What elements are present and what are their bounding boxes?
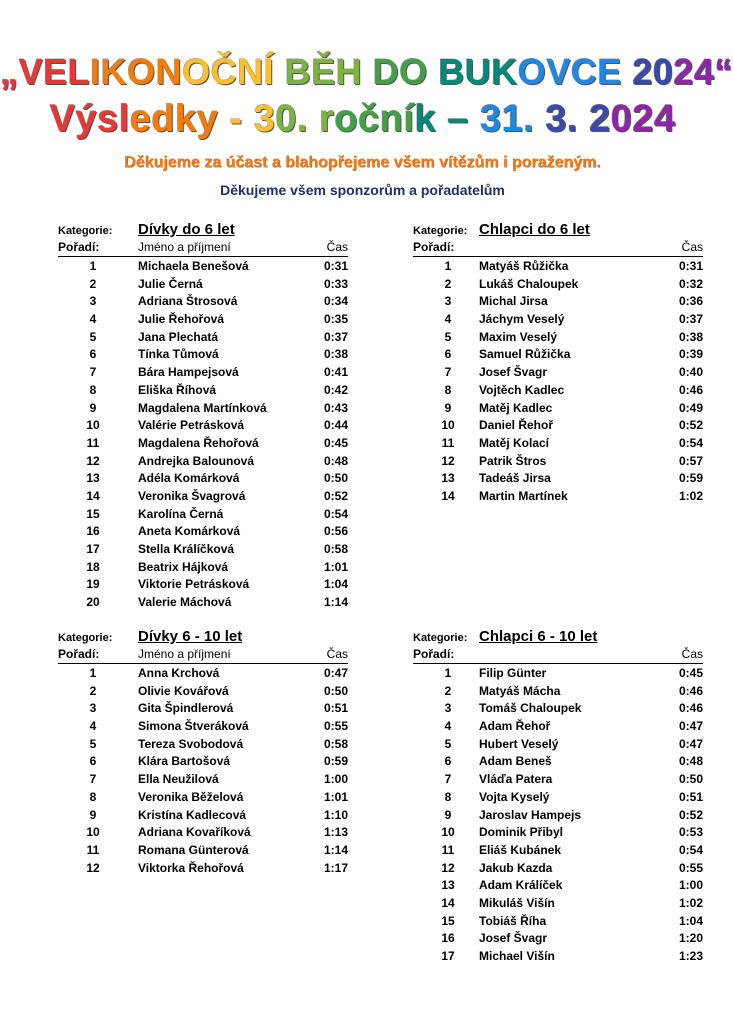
- rank-cell: 6: [444, 347, 452, 362]
- rank-cell: 1: [444, 666, 452, 680]
- rank-cell: 17: [86, 542, 100, 556]
- time-cell: 0:56: [323, 524, 348, 539]
- name-cell: Andrejka Balounová: [138, 453, 255, 468]
- result-row: [413, 328, 703, 346]
- result-row: [58, 399, 348, 417]
- name-cell: Josef Švagr: [479, 931, 548, 946]
- time-cell: 0:32: [678, 276, 703, 291]
- rank-cell: 14: [441, 895, 455, 910]
- result-row: [58, 292, 348, 310]
- time-cell: 1:02: [678, 895, 703, 910]
- time-cell: 0:45: [678, 666, 703, 680]
- time-header: Čas: [681, 240, 703, 254]
- result-row: [413, 823, 703, 841]
- rank-cell: 6: [444, 754, 452, 769]
- table-header: [58, 239, 348, 257]
- name-cell: Eliáš Kubánek: [479, 842, 562, 857]
- rank-cell: 17: [441, 949, 455, 963]
- name-cell: Daniel Řehoř: [479, 418, 554, 433]
- rank-cell: 2: [444, 683, 452, 698]
- time-cell: 1:23: [678, 949, 703, 963]
- rank-header: Pořadí:: [58, 240, 100, 254]
- name-cell: Veronika Běželová: [138, 789, 244, 804]
- name-cell: Bára Hampejsová: [138, 365, 239, 380]
- rank-cell: 6: [89, 754, 97, 769]
- name-cell: Julie Černá: [138, 276, 203, 291]
- rank-cell: 12: [441, 860, 455, 875]
- name-cell: Adam Řehoř: [479, 719, 551, 734]
- time-cell: 0:34: [323, 294, 348, 309]
- category-label: Kategorie:: [413, 632, 468, 644]
- name-cell: Veronika Švagrová: [138, 488, 246, 503]
- result-row: [58, 823, 348, 841]
- name-cell: Olivie Kovářová: [138, 683, 229, 698]
- time-cell: 0:33: [323, 276, 348, 291]
- result-row: [413, 947, 703, 965]
- result-row: [413, 452, 703, 470]
- name-cell: Martin Martínek: [479, 488, 568, 503]
- result-row: [58, 487, 348, 505]
- rank-cell: 11: [441, 842, 455, 857]
- name-cell: Tínka Tůmová: [138, 347, 219, 362]
- result-row: [413, 487, 703, 505]
- name-cell: Patrik Štros: [479, 453, 547, 468]
- time-cell: 1:20: [678, 931, 703, 946]
- result-row: [413, 381, 703, 399]
- category-label: Kategorie:: [58, 225, 113, 237]
- table-header: [58, 646, 348, 664]
- name-cell: Jana Plechatá: [138, 329, 219, 344]
- name-cell: Tereza Svobodová: [138, 736, 244, 751]
- rank-cell: 7: [89, 365, 97, 380]
- rank-cell: 9: [89, 807, 97, 822]
- time-cell: 0:42: [323, 382, 348, 397]
- rank-cell: 16: [441, 931, 455, 946]
- rank-cell: 9: [89, 400, 97, 415]
- name-cell: Adam Beneš: [479, 754, 552, 769]
- rank-cell: 3: [89, 294, 97, 309]
- name-cell: Vojtěch Kadlec: [479, 382, 565, 397]
- result-row: [58, 664, 348, 682]
- result-row: [58, 257, 348, 275]
- time-header: Čas: [326, 647, 348, 661]
- category-boys-6-10: [413, 626, 703, 965]
- time-cell: 0:46: [678, 683, 703, 698]
- rank-cell: 1: [89, 666, 97, 680]
- name-cell: Dominik Přibyl: [479, 825, 564, 840]
- name-cell: Tadeáš Jirsa: [479, 471, 551, 486]
- rank-cell: 4: [444, 312, 452, 327]
- time-cell: 0:38: [678, 329, 703, 344]
- rank-cell: 8: [444, 789, 452, 804]
- name-cell: Ella Neužilová: [138, 772, 219, 787]
- category-name: Chlapci 6 - 10 let: [479, 628, 598, 645]
- rank-cell: 4: [89, 312, 97, 327]
- rank-cell: 16: [86, 524, 100, 539]
- time-cell: 0:50: [678, 772, 703, 787]
- name-cell: Adriana Kovaříková: [138, 825, 251, 840]
- result-row: [58, 558, 348, 576]
- rank-cell: 14: [441, 488, 455, 503]
- time-cell: 0:39: [678, 347, 703, 362]
- name-cell: Tobiáš Říha: [479, 913, 547, 928]
- time-cell: 1:10: [323, 807, 348, 822]
- name-cell: Vojta Kyselý: [479, 789, 550, 804]
- rank-cell: 10: [86, 418, 100, 433]
- time-cell: 0:48: [323, 453, 348, 468]
- result-row: [58, 522, 348, 540]
- result-row: [413, 894, 703, 912]
- result-row: [413, 876, 703, 894]
- table-header: [413, 239, 703, 257]
- time-cell: 0:43: [323, 400, 348, 415]
- name-cell: Adriana Štrosová: [138, 294, 238, 309]
- rank-cell: 5: [89, 736, 97, 751]
- time-cell: 0:58: [323, 736, 348, 751]
- rank-cell: 2: [89, 683, 97, 698]
- rank-cell: 13: [441, 878, 455, 893]
- category-heading: [413, 219, 703, 239]
- result-row: [58, 345, 348, 363]
- rank-cell: 7: [89, 772, 97, 787]
- rank-cell: 3: [89, 701, 97, 716]
- result-row: [413, 859, 703, 877]
- rank-cell: 7: [444, 772, 452, 787]
- thanks-sponsors: Děkujeme všem sponzorům a pořadatelům: [220, 182, 505, 198]
- name-cell: Klára Bartošová: [138, 754, 231, 769]
- result-row: [413, 257, 703, 275]
- result-row: [413, 682, 703, 700]
- time-cell: 0:40: [678, 365, 703, 380]
- rank-cell: 1: [444, 259, 452, 273]
- time-cell: 0:55: [323, 719, 348, 734]
- time-cell: 0:51: [323, 701, 348, 716]
- time-cell: 0:37: [678, 312, 703, 327]
- time-cell: 0:38: [323, 347, 348, 362]
- name-cell: Valérie Petrásková: [138, 418, 245, 433]
- name-cell: Eliška Říhová: [138, 382, 217, 397]
- category-girls-6-10: [58, 626, 348, 876]
- time-cell: 0:31: [678, 259, 703, 273]
- result-row: [58, 310, 348, 328]
- result-row: [58, 505, 348, 523]
- time-cell: 0:54: [678, 842, 703, 857]
- rank-cell: 12: [86, 860, 100, 875]
- name-cell: Maxim Veselý: [479, 329, 558, 344]
- result-row: [413, 345, 703, 363]
- result-row: [413, 806, 703, 824]
- time-cell: 1:00: [323, 772, 348, 787]
- time-cell: 0:51: [678, 789, 703, 804]
- category-heading: [58, 626, 348, 646]
- result-row: [413, 752, 703, 770]
- rank-cell: 9: [444, 807, 452, 822]
- time-cell: 1:04: [678, 913, 703, 928]
- name-cell: Valerie Máchová: [138, 595, 232, 610]
- rank-cell: 5: [89, 329, 97, 344]
- result-row: [58, 469, 348, 487]
- result-row: [58, 841, 348, 859]
- time-cell: 0:47: [678, 719, 703, 734]
- name-cell: Matyáš Mácha: [479, 683, 561, 698]
- rank-cell: 15: [86, 506, 100, 521]
- result-row: [58, 717, 348, 735]
- name-cell: Gita Špindlerová: [138, 701, 234, 716]
- rank-cell: 7: [444, 365, 452, 380]
- time-cell: 1:00: [678, 878, 703, 893]
- name-cell: Josef Švagr: [479, 365, 548, 380]
- name-cell: Viktorka Řehořová: [138, 860, 244, 875]
- event-title: „VELIKONOČNÍ BĚH DO BUKOVCE 2024“: [0, 51, 733, 92]
- time-cell: 1:17: [323, 860, 348, 875]
- time-cell: 0:54: [323, 506, 348, 521]
- thanks-participants: Děkujeme za účast a blahopřejeme všem vítězům i poraženým.: [124, 154, 601, 171]
- name-cell: Julie Řehořová: [138, 312, 225, 327]
- name-cell: Beatrix Hájková: [138, 559, 229, 574]
- result-row: [58, 806, 348, 824]
- rank-cell: 15: [441, 913, 455, 928]
- rank-cell: 10: [86, 825, 100, 840]
- rank-cell: 8: [444, 382, 452, 397]
- rank-cell: 1: [89, 259, 97, 273]
- name-cell: Jaroslav Hampejs: [479, 807, 582, 822]
- time-cell: 0:50: [323, 471, 348, 486]
- rank-cell: 5: [444, 329, 452, 344]
- name-cell: Hubert Veselý: [479, 736, 559, 751]
- time-cell: 0:41: [323, 365, 348, 380]
- rank-header: Pořadí:: [413, 240, 455, 254]
- time-cell: 1:01: [323, 789, 348, 804]
- rank-cell: 11: [86, 435, 100, 450]
- result-row: [58, 770, 348, 788]
- rank-cell: 11: [86, 842, 100, 857]
- category-boys-under-6: [413, 219, 703, 505]
- rank-header: Pořadí:: [413, 647, 455, 661]
- result-row: [413, 469, 703, 487]
- rank-cell: 12: [86, 453, 100, 468]
- rank-cell: 3: [444, 701, 452, 716]
- rank-cell: 8: [89, 382, 97, 397]
- category-label: Kategorie:: [413, 225, 468, 237]
- result-row: [58, 416, 348, 434]
- category-label: Kategorie:: [58, 632, 113, 644]
- category-name: Dívky 6 - 10 let: [138, 628, 243, 645]
- result-row: [413, 399, 703, 417]
- time-header: Čas: [681, 647, 703, 661]
- time-cell: 1:04: [323, 577, 348, 592]
- time-cell: 0:52: [678, 807, 703, 822]
- rank-cell: 10: [441, 825, 455, 840]
- time-cell: 0:52: [323, 488, 348, 503]
- name-cell: Michaela Benešová: [138, 259, 249, 273]
- time-cell: 1:14: [323, 842, 348, 857]
- result-row: [413, 929, 703, 947]
- result-row: [413, 735, 703, 753]
- result-row: [58, 275, 348, 293]
- time-header: Čas: [326, 240, 348, 254]
- rank-cell: 18: [86, 559, 100, 574]
- result-row: [413, 434, 703, 452]
- time-cell: 1:13: [323, 825, 348, 840]
- category-heading: [58, 219, 348, 239]
- result-row: [58, 328, 348, 346]
- name-cell: Michal Jirsa: [479, 294, 548, 309]
- time-cell: 0:36: [678, 294, 703, 309]
- time-cell: 1:01: [323, 559, 348, 574]
- rank-cell: 20: [86, 595, 100, 610]
- name-cell: Matěj Kadlec: [479, 400, 553, 415]
- name-cell: Romana Günterová: [138, 842, 249, 857]
- rank-cell: 4: [89, 719, 97, 734]
- time-cell: 0:48: [678, 754, 703, 769]
- rank-header: Pořadí:: [58, 647, 100, 661]
- result-row: [58, 788, 348, 806]
- time-cell: 0:58: [323, 542, 348, 556]
- time-cell: 0:31: [323, 259, 348, 273]
- name-cell: Matyáš Růžička: [479, 259, 569, 273]
- rank-cell: 19: [86, 577, 100, 592]
- name-cell: Mikuláš Višín: [479, 895, 555, 910]
- time-cell: 0:46: [678, 701, 703, 716]
- time-cell: 0:44: [323, 418, 348, 433]
- category-girls-under-6: [58, 219, 348, 611]
- name-cell: Aneta Komárková: [138, 524, 241, 539]
- result-row: [58, 699, 348, 717]
- rank-cell: 11: [441, 435, 455, 450]
- name-cell: Magdalena Řehořová: [138, 435, 259, 450]
- name-cell: Tomáš Chaloupek: [479, 701, 582, 716]
- result-row: [413, 310, 703, 328]
- name-cell: Simona Štveráková: [138, 719, 249, 734]
- name-cell: Michael Višín: [479, 949, 555, 963]
- time-cell: 0:45: [323, 435, 348, 450]
- result-row: [58, 575, 348, 593]
- result-row: [413, 841, 703, 859]
- rank-cell: 14: [86, 488, 100, 503]
- rank-cell: 2: [89, 276, 97, 291]
- result-row: [58, 735, 348, 753]
- result-row: [413, 788, 703, 806]
- result-row: [58, 363, 348, 381]
- rank-cell: 13: [86, 471, 100, 486]
- name-cell: Karolína Černá: [138, 506, 224, 521]
- result-row: [413, 770, 703, 788]
- rank-cell: 9: [444, 400, 452, 415]
- result-row: [413, 292, 703, 310]
- category-name: Dívky do 6 let: [138, 221, 235, 238]
- result-row: [413, 664, 703, 682]
- time-cell: 0:59: [323, 754, 348, 769]
- rank-cell: 5: [444, 736, 452, 751]
- rank-cell: 12: [441, 453, 455, 468]
- time-cell: 0:49: [678, 400, 703, 415]
- time-cell: 0:59: [678, 471, 703, 486]
- time-cell: 0:57: [678, 453, 703, 468]
- time-cell: 0:55: [678, 860, 703, 875]
- result-row: [58, 381, 348, 399]
- time-cell: 0:54: [678, 435, 703, 450]
- name-cell: Kristína Kadlecová: [138, 807, 247, 822]
- name-header: Jméno a příjmení: [138, 647, 231, 661]
- time-cell: 0:35: [323, 312, 348, 327]
- result-row: [413, 717, 703, 735]
- time-cell: 1:14: [323, 595, 348, 610]
- result-row: [58, 434, 348, 452]
- name-cell: Filip Günter: [479, 666, 547, 680]
- time-cell: 0:37: [323, 329, 348, 344]
- time-cell: 0:47: [678, 736, 703, 751]
- result-row: [58, 752, 348, 770]
- result-row: [58, 452, 348, 470]
- rank-cell: 6: [89, 347, 97, 362]
- name-cell: Jáchym Veselý: [479, 312, 565, 327]
- name-cell: Vláďa Patera: [479, 772, 553, 787]
- result-row: [58, 540, 348, 558]
- result-row: [58, 593, 348, 611]
- rank-cell: 10: [441, 418, 455, 433]
- table-header: [413, 646, 703, 664]
- result-row: [413, 699, 703, 717]
- name-cell: Samuel Růžička: [479, 347, 571, 362]
- rank-cell: 3: [444, 294, 452, 309]
- rank-cell: 8: [89, 789, 97, 804]
- name-cell: Jakub Kazda: [479, 860, 553, 875]
- time-cell: 0:53: [678, 825, 703, 840]
- rank-cell: 4: [444, 719, 452, 734]
- result-row: [58, 859, 348, 877]
- results-subtitle: Výsledky - 30. ročník – 31. 3. 2024: [49, 98, 676, 140]
- rank-cell: 2: [444, 276, 452, 291]
- name-cell: Adéla Komárková: [138, 471, 240, 486]
- name-cell: Viktorie Petrásková: [138, 577, 250, 592]
- result-row: [413, 416, 703, 434]
- result-row: [413, 912, 703, 930]
- category-name: Chlapci do 6 let: [479, 221, 590, 238]
- name-header: Jméno a příjmení: [138, 240, 231, 254]
- name-cell: Matěj Kolací: [479, 435, 550, 450]
- name-cell: Anna Krchová: [138, 666, 220, 680]
- result-row: [58, 682, 348, 700]
- time-cell: 0:50: [323, 683, 348, 698]
- rank-cell: 13: [441, 471, 455, 486]
- name-cell: Adam Králíček: [479, 878, 563, 893]
- result-row: [413, 275, 703, 293]
- category-heading: [413, 626, 703, 646]
- time-cell: 0:47: [323, 666, 348, 680]
- result-row: [413, 363, 703, 381]
- time-cell: 0:46: [678, 382, 703, 397]
- time-cell: 1:02: [678, 488, 703, 503]
- name-cell: Magdalena Martínková: [138, 400, 267, 415]
- time-cell: 0:52: [678, 418, 703, 433]
- name-cell: Stella Králíčková: [138, 542, 235, 556]
- name-cell: Lukáš Chaloupek: [479, 276, 579, 291]
